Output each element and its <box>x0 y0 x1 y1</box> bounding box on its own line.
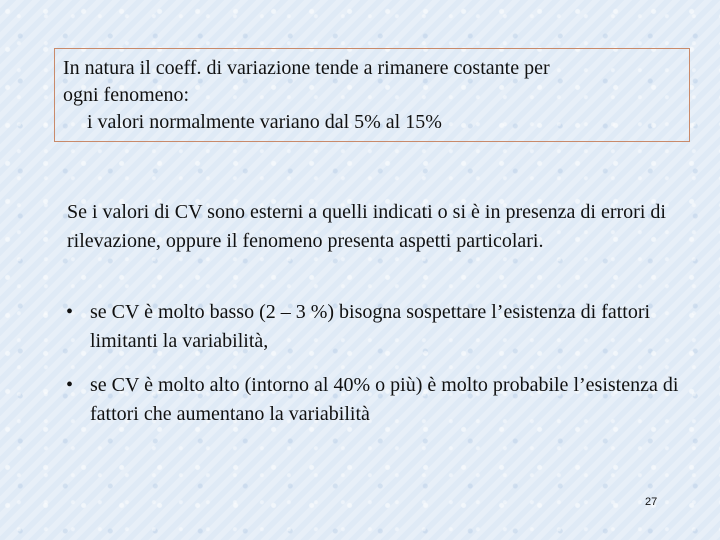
highlight-box <box>54 48 690 142</box>
bullet-text: se CV è molto alto (intorno al 40% o più) è molto probabile l’esistenza di fattori che aumentano la variabilità <box>90 374 679 425</box>
bullet-marker: • <box>66 301 74 323</box>
bullet-marker: • <box>66 374 74 396</box>
body-paragraph: Se i valori di CV sono esterni a quelli indicati o si è in presenza di errori di rilevazione, oppure il fenomeno presenta aspetti particolari. <box>67 201 666 252</box>
bullet-text: se CV è molto basso (2 – 3 %) bisogna sospettare l’esistenza di fattori limitanti la variabilità, <box>90 301 651 352</box>
bullet-item <box>66 371 696 429</box>
page-number: 27 <box>645 496 658 508</box>
box-line-1: In natura il coeff. di variazione tende a rimanere costante per <box>63 57 550 79</box>
bullet-item <box>66 298 696 356</box>
box-line-3: i valori normalmente variano dal 5% al 15% <box>87 111 442 133</box>
bullet-list <box>66 298 696 429</box>
box-line-2: ogni fenomeno: <box>63 84 190 106</box>
